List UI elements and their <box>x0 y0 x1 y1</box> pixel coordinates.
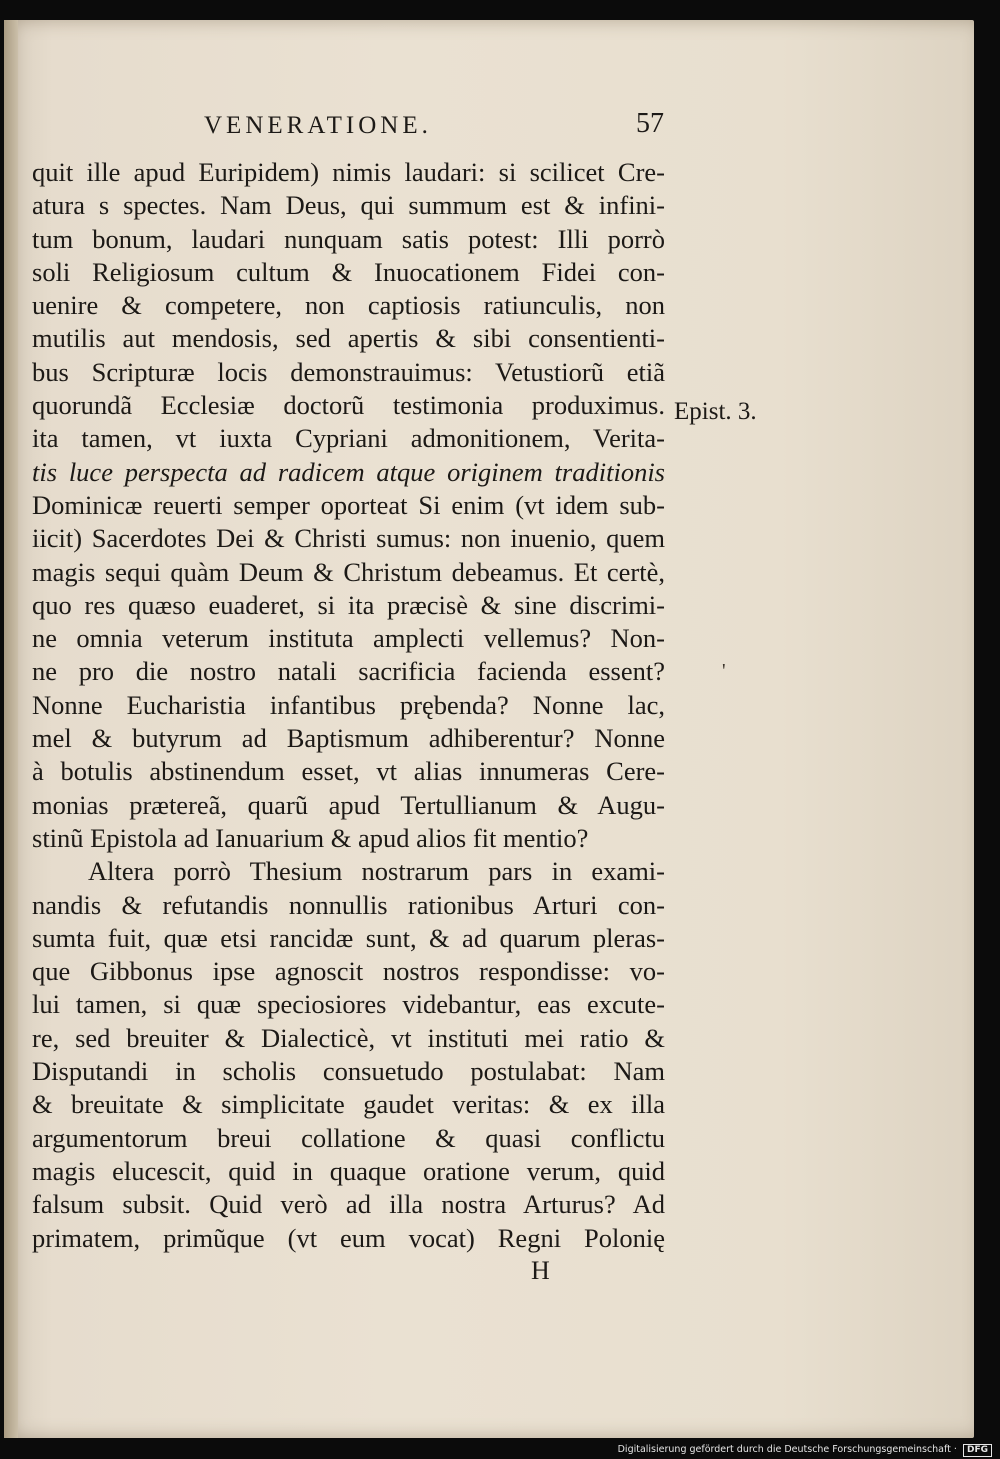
text-line: soli Religiosum cultum & Inuocationem Fidei con- <box>32 256 665 287</box>
book-page <box>4 20 974 1438</box>
text-line: que Gibbonus ipse agnoscit nostros respondisse: vo- <box>32 956 665 987</box>
text-line: mel & butyrum ad Baptismum adhiberentur? Nonne <box>32 723 665 754</box>
stray-mark: ' <box>722 660 726 682</box>
page-header <box>204 108 664 148</box>
text-line: re, sed breuiter & Dialecticè, vt instituti mei ratio & <box>32 1022 665 1053</box>
text-line: ne omnia veterum instituta amplecti vellemus? Non- <box>32 623 665 654</box>
text-line: lui tamen, si quæ speciosiores videbantur, eas excute- <box>32 989 665 1020</box>
text-line: bus Scripturæ locis demonstrauimus: Vetustiorũ etiã <box>32 356 665 387</box>
page-number: 57 <box>636 108 664 139</box>
text-line: ne pro die nostro natali sacrificia facienda essent? <box>32 656 665 687</box>
text-line: tum bonum, laudari nunquam satis potest: Illi porrò <box>32 223 665 254</box>
text-line: monias prætereã, quarũ apud Tertullianum & Augu- <box>32 789 665 820</box>
text-line: falsum subsit. Quid verò ad illa nostra Arturus? Ad <box>32 1189 665 1220</box>
text-line: primatem, primũque (vt eum vocat) Regni Polonię <box>32 1222 665 1253</box>
text-line: quorundã Ecclesiæ doctorũ testimonia produximus. <box>32 390 665 421</box>
text-line: iicit) Sacerdotes Dei & Christi sumus: non inuenio, quem <box>32 523 665 554</box>
text-line: magis sequi quàm Deum & Christum debeamus. Et certè, <box>32 556 665 587</box>
text-line: à botulis abstinendum esset, vt alias innumeras Cere- <box>32 756 665 787</box>
dfg-logo-icon: DFG <box>963 1444 992 1457</box>
text-line: sumta fuit, quæ etsi rancidæ sunt, & ad quarum pleras- <box>32 922 665 953</box>
text-line: Altera porrò Thesium nostrarum pars in exami- <box>88 856 665 887</box>
text-line: quit ille apud Euripidem) nimis laudari: si scilicet Cre- <box>32 157 665 187</box>
signature-mark: H <box>531 1256 550 1285</box>
text-line: quo res quæso euaderet, si ita præcisè & sine discrimi- <box>32 589 665 620</box>
text-line: nandis & refutandis nonnullis rationibus Arturi con- <box>32 889 665 920</box>
running-head: VENERATIONE. <box>204 112 432 139</box>
text-line: Nonne Eucharistia infantibus prębenda? Nonne lac, <box>32 689 665 720</box>
text-line: tis luce perspecta ad radicem atque originem traditionis <box>32 456 665 487</box>
text-line: stinũ Epistola ad Ianuarium & apud alios fit mentio? <box>32 822 589 853</box>
text-line: Dominicæ reuerti semper oporteat Si enim (vt idem sub- <box>32 489 665 520</box>
body-text <box>32 156 665 1255</box>
text-line: magis elucescit, quid in quaque oratione verum, quid <box>32 1155 665 1186</box>
marginal-note: Epist. 3. <box>674 398 757 425</box>
text-line: mutilis aut mendosis, sed apertis & sibi consentienti- <box>32 323 665 354</box>
text-line: argumentorum breui collatione & quasi conflictu <box>32 1122 665 1153</box>
text-line: & breuitate & simplicitate gaudet veritas: & ex illa <box>32 1089 665 1120</box>
text-line: ita tamen, vt iuxta Cypriani admonitionem, Verita- <box>32 423 665 454</box>
digitization-credit <box>0 1444 992 1457</box>
page-gutter-shadow <box>4 20 18 1438</box>
text-line: Disputandi in scholis consuetudo postulabat: Nam <box>32 1056 665 1087</box>
text-line: atura s spectes. Nam Deus, qui summum est & infini- <box>32 190 665 221</box>
credit-text: Digitalisierung gefördert durch die Deutsche Forschungsgemeinschaft · <box>617 1444 957 1455</box>
text-line: uenire & competere, non captiosis ratiunculis, non <box>32 290 665 321</box>
